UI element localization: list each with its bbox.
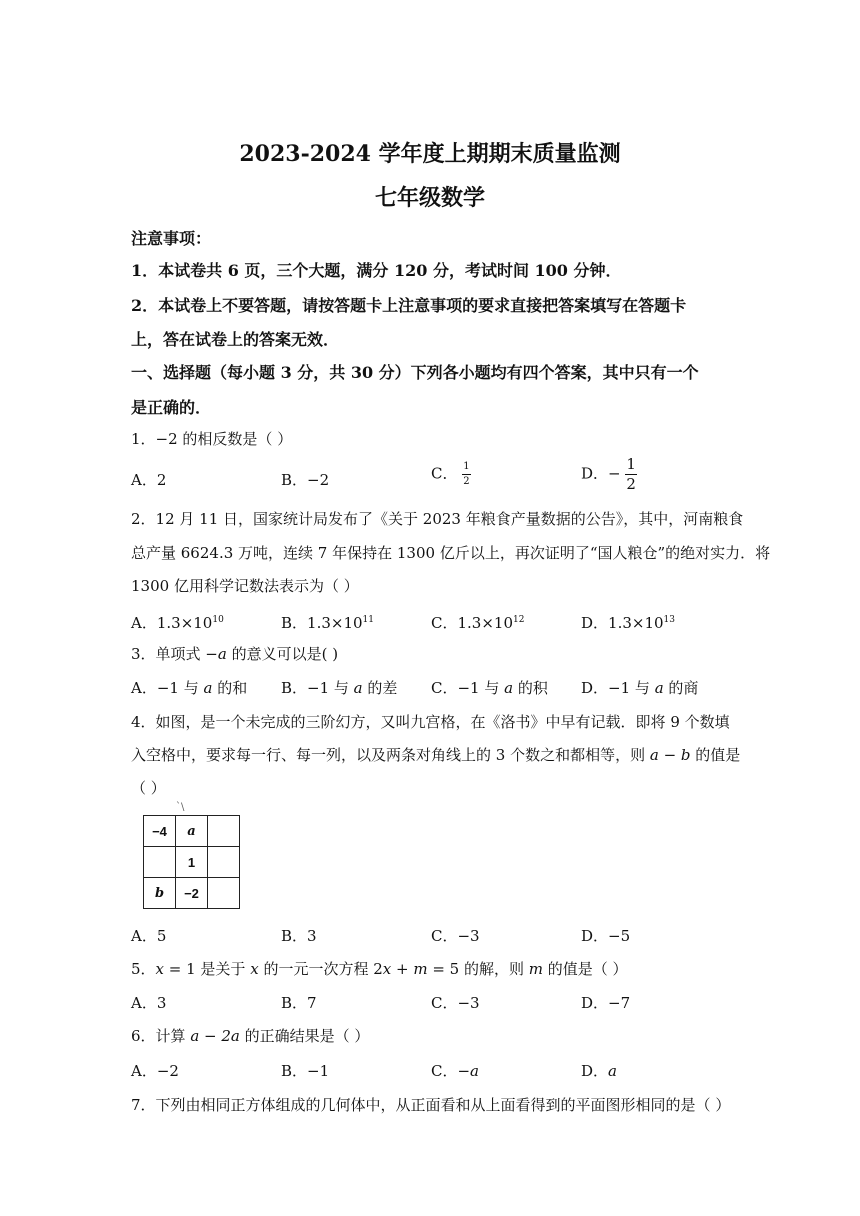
variable: a	[470, 1062, 479, 1080]
variable-m: m	[413, 960, 428, 978]
stem-text: 的值是	[690, 746, 741, 764]
stem-text: +	[391, 960, 414, 978]
question-6-option-b: B．−1	[281, 1062, 330, 1080]
question-4-option-b: B．3	[281, 927, 317, 945]
question-4-option-d: D．−5	[581, 927, 631, 945]
grid-cell: a	[176, 816, 208, 847]
expression: a − 2a	[190, 1027, 240, 1045]
magic-square-grid	[143, 815, 240, 909]
scan-mark: `\	[176, 802, 185, 813]
expression: a − b	[649, 746, 691, 764]
question-1-option-d	[581, 457, 637, 492]
grid-cell: b	[144, 878, 176, 909]
question-2-option-c	[431, 612, 524, 633]
stem-text: 6．计算	[131, 1027, 191, 1045]
option-text: 的差	[362, 679, 398, 697]
question-6-option-c	[431, 1060, 479, 1081]
question-1-stem: 1．−2 的相反数是（ ）	[131, 430, 293, 448]
question-1-option-c	[431, 462, 471, 487]
grid-cell	[144, 847, 176, 878]
question-5-option-b: B．7	[281, 994, 317, 1012]
fraction-negative-one-half	[625, 457, 637, 492]
option-text: 的和	[212, 679, 248, 697]
fraction-numerator: 1	[462, 462, 470, 475]
option-text: D．	[581, 1062, 609, 1080]
question-4-line-3: （ ）	[131, 779, 166, 797]
fraction-one-half	[462, 462, 470, 487]
stem-text: 的意义可以是( )	[226, 645, 339, 663]
question-3-option-a	[131, 677, 247, 698]
stem-text: 的正确结果是（ ）	[239, 1027, 370, 1045]
question-2-option-b	[281, 612, 374, 633]
option-c-exponent: 12	[513, 615, 525, 625]
question-4-line-2	[131, 744, 740, 765]
notes-item-1: 1．本试卷共 6 页，三个大题，满分 120 分，考试时间 100 分钟．	[131, 261, 622, 280]
question-7-stem: 7．下列由相同正方体组成的几何体中，从正面看和从上面看得到的平面图形相同的是（ ）	[131, 1096, 731, 1114]
question-2-line-3: 1300 亿用科学记数法表示为（ ）	[131, 577, 359, 595]
question-5-option-c: C．−3	[431, 994, 480, 1012]
option-c-label: C．	[431, 464, 458, 483]
variable-x: x	[250, 960, 259, 978]
stem-text: 的值是（ ）	[543, 960, 628, 978]
option-b-base: B．1.3×10	[281, 614, 363, 632]
grid-cell: 1	[176, 847, 208, 878]
grid-cell	[208, 816, 240, 847]
option-text: C．−	[431, 1062, 471, 1080]
notes-item-2-line-2: 上，答在试卷上的答案无效．	[131, 330, 340, 349]
variable: a	[654, 679, 664, 697]
question-3-option-c	[431, 677, 548, 698]
fraction-denominator: 2	[626, 475, 636, 493]
question-1-option-a: A．2	[131, 471, 167, 489]
question-6-stem	[131, 1025, 369, 1046]
notes-item-2-line-1: 2．本试卷上不要答题，请按答题卡上注意事项的要求直接把答案填写在答题卡	[131, 296, 687, 315]
section-heading-line-2: 是正确的．	[131, 398, 212, 417]
grid-cell	[208, 878, 240, 909]
question-2-option-a	[131, 612, 224, 633]
option-text: B．−1 与	[281, 679, 354, 697]
variable-x: x	[382, 960, 392, 978]
fraction-denominator: 2	[463, 476, 470, 487]
option-text: A．−1 与	[131, 679, 204, 697]
stem-text: = 1 是关于	[164, 960, 251, 978]
stem-text: 5．	[131, 960, 156, 978]
stem-text: = 5 的解，则	[427, 960, 529, 978]
question-4-option-a: A．5	[131, 927, 167, 945]
question-4-line-1: 4．如图，是一个未完成的三阶幻方，又叫九宫格，在《洛书》中早有记载．即将 9 个数填	[131, 713, 730, 731]
grid-cell	[208, 847, 240, 878]
option-text: 的商	[663, 679, 699, 697]
option-d-label: D．−	[581, 464, 621, 483]
question-3-option-d	[581, 677, 698, 698]
variable: a	[504, 679, 514, 697]
question-5-option-a: A．3	[131, 994, 167, 1012]
variable-x: x	[155, 960, 165, 978]
grid-cell: −4	[144, 816, 176, 847]
section-heading-line-1: 一、选择题（每小题 3 分，共 30 分）下列各小题均有四个答案，其中只有一个	[131, 363, 699, 382]
option-text: C．−1 与	[431, 679, 505, 697]
question-2-option-d	[581, 612, 675, 633]
option-d-exponent: 13	[663, 615, 675, 625]
page-title: 2023-2024 学年度上期期末质量监测	[239, 141, 621, 167]
question-1-option-b: B．−2	[281, 471, 330, 489]
question-5-option-d: D．−7	[581, 994, 631, 1012]
question-4-option-c: C．−3	[431, 927, 480, 945]
option-b-exponent: 11	[362, 615, 374, 625]
question-3-option-b	[281, 677, 397, 698]
question-2-line-2: 总产量 6624.3 万吨，连续 7 年保持在 1300 亿斤以上，再次证明了“国人粮仓”的绝对实力．将	[131, 544, 771, 562]
option-c-base: C．1.3×10	[431, 614, 513, 632]
question-3-stem	[131, 643, 338, 664]
question-6-option-d	[581, 1060, 617, 1081]
option-a-base: A．1.3×10	[131, 614, 213, 632]
option-a-exponent: 10	[212, 615, 224, 625]
stem-text: 3．单项式 −	[131, 645, 218, 663]
variable: a	[608, 1062, 617, 1080]
variable: a	[217, 645, 227, 663]
notes-heading: 注意事项：	[131, 229, 212, 248]
question-5-stem	[131, 958, 628, 979]
variable: a	[353, 679, 363, 697]
option-d-base: D．1.3×10	[581, 614, 664, 632]
page-subtitle: 七年级数学	[374, 185, 485, 211]
grid-cell: −2	[176, 878, 208, 909]
variable-m: m	[528, 960, 543, 978]
variable: a	[203, 679, 213, 697]
fraction-numerator: 1	[626, 455, 636, 473]
option-text: D．−1 与	[581, 679, 655, 697]
stem-text: 入空格中，要求每一行、每一列，以及两条对角线上的 3 个数之和都相等，则	[131, 746, 650, 764]
option-text: 的积	[513, 679, 548, 697]
question-6-option-a: A．−2	[131, 1062, 179, 1080]
question-2-line-1: 2．12 月 11 日，国家统计局发布了《关于 2023 年粮食产量数据的公告》，其中，河南粮食	[131, 510, 744, 528]
stem-text: 的一元一次方程 2	[258, 960, 383, 978]
